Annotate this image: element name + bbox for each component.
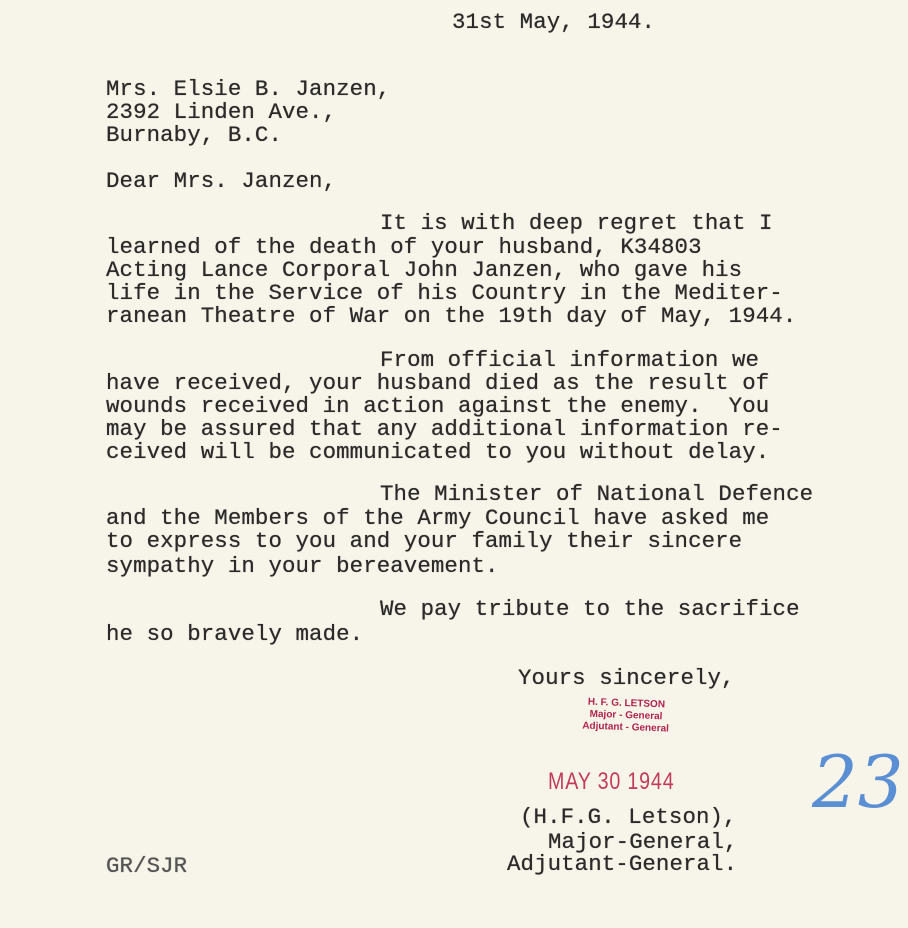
received-date-stamp: MAY 30 1944 (548, 768, 675, 795)
signature-stamp (565, 696, 686, 736)
paragraph-line: learned of the death of your husband, K34803 (106, 234, 702, 260)
reference-initials: GR/SJR (106, 853, 188, 879)
paragraph-line: have received, your husband died as the result of (106, 370, 770, 396)
signatory-rank: Major-General, (548, 829, 738, 855)
paragraph-line: ceived will be communicated to you without delay. (106, 439, 770, 465)
stamp-title: Adjutant - General (582, 720, 670, 735)
letter-date: 31st May, 1944. (452, 9, 656, 35)
paragraph-line: wounds received in action against the enemy. You (106, 393, 770, 419)
paragraph-line: life in the Service of his Country in the Mediter- (106, 280, 783, 306)
address-line: Mrs. Elsie B. Janzen, (106, 76, 391, 102)
paragraph-line: and the Members of the Army Council have asked me (106, 505, 770, 531)
stamp-rank: Major - General (589, 708, 663, 723)
address-line: Burnaby, B.C. (106, 122, 282, 148)
salutation: Dear Mrs. Janzen, (106, 168, 337, 194)
paragraph-line: ranean Theatre of War on the 19th day of May, 1944. (106, 303, 797, 329)
paragraph-line: sympathy in your bereavement. (106, 553, 499, 579)
handwritten-page-number: 23 (812, 740, 904, 824)
paragraph-line: It is with deep regret that I (380, 210, 773, 236)
paragraph-line: he so bravely made. (106, 621, 364, 647)
paragraph-line: The Minister of National Defence (380, 481, 814, 507)
closing: Yours sincerely, (518, 665, 735, 691)
paragraph-line: Acting Lance Corporal John Janzen, who gave his (106, 257, 743, 283)
paragraph-line: to express to you and your family their sincere (106, 528, 743, 554)
paragraph-line: may be assured that any additional information re- (106, 416, 783, 442)
signatory-title: Adjutant-General. (507, 851, 738, 877)
address-line: 2392 Linden Ave., (106, 99, 337, 125)
signatory-name: (H.F.G. Letson), (520, 804, 737, 830)
paragraph-line: We pay tribute to the sacrifice (380, 596, 800, 622)
paragraph-line: From official information we (380, 347, 760, 373)
stamp-name: H. F. G. LETSON (587, 696, 666, 711)
